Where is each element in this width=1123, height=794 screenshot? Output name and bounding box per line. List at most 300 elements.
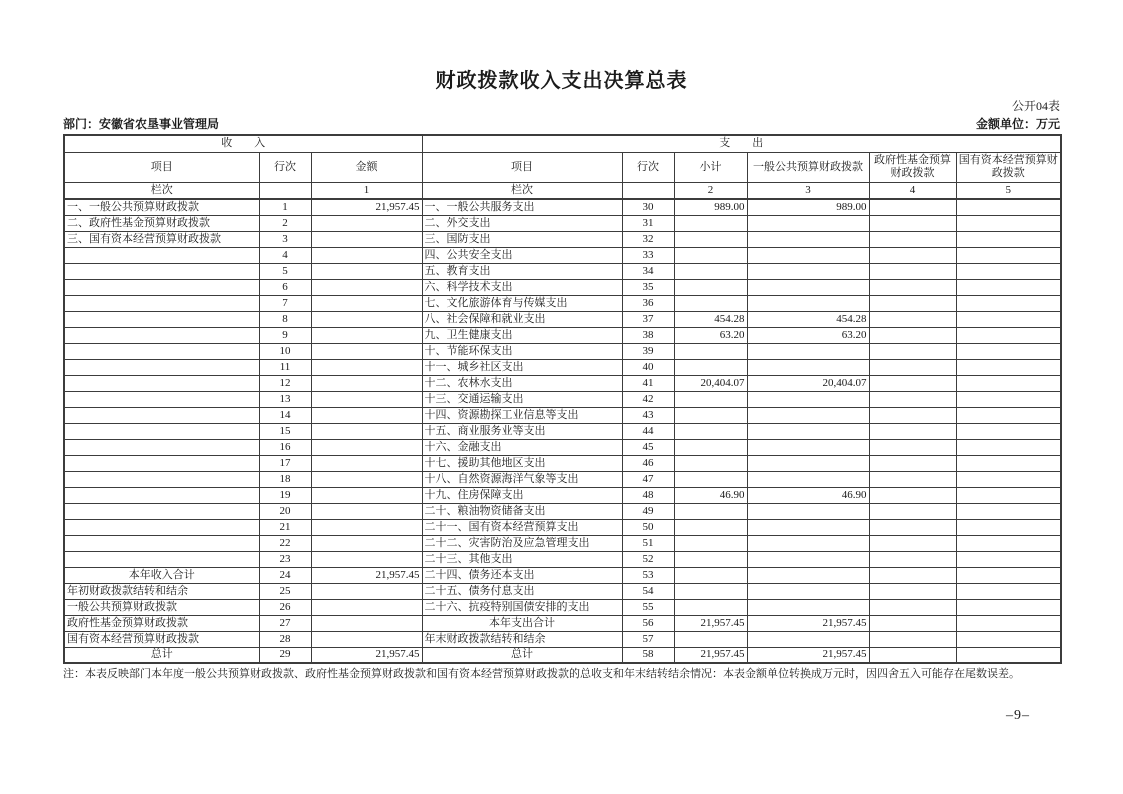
table-row (64, 391, 1061, 407)
income-line-cell: 17 (259, 455, 311, 471)
exp-subtotal-cell (674, 599, 747, 615)
exp-subtotal-cell (674, 455, 747, 471)
income-amount-index: 1 (311, 182, 422, 199)
exp-line-cell: 36 (622, 295, 674, 311)
exp-subtotal-cell (674, 535, 747, 551)
income-line-cell: 2 (259, 215, 311, 231)
exp-statecap-cell (956, 375, 1061, 391)
table-row (64, 295, 1061, 311)
exp-line-cell: 41 (622, 375, 674, 391)
exp-item-cell: 总计 (422, 647, 622, 663)
exp-govfund-cell (869, 327, 956, 343)
income-amount-cell (311, 391, 422, 407)
column-header-row (64, 152, 1061, 182)
exp-item-cell: 十三、交通运输支出 (422, 391, 622, 407)
income-line-cell: 22 (259, 535, 311, 551)
income-amount-cell (311, 247, 422, 263)
exp-govfund-cell (869, 631, 956, 647)
income-amount-cell (311, 423, 422, 439)
exp-govfund-cell (869, 583, 956, 599)
exp-govfund-cell (869, 295, 956, 311)
exp-general-cell: 21,957.45 (747, 647, 869, 663)
exp-item-cell: 二十五、债务付息支出 (422, 583, 622, 599)
table-row (64, 503, 1061, 519)
exp-govfund-cell (869, 247, 956, 263)
meta-line (63, 115, 1060, 132)
income-item-cell: 政府性基金预算财政拨款 (64, 615, 259, 631)
exp-general-cell (747, 599, 869, 615)
exp-statecap-cell (956, 231, 1061, 247)
income-line-cell: 11 (259, 359, 311, 375)
income-line-cell: 26 (259, 599, 311, 615)
table-body (64, 199, 1061, 663)
exp-statecap-cell (956, 423, 1061, 439)
income-amount-cell (311, 615, 422, 631)
exp-govfund-cell (869, 375, 956, 391)
income-item-cell: 一般公共预算财政拨款 (64, 599, 259, 615)
exp-subtotal-cell (674, 359, 747, 375)
exp-govfund-cell (869, 343, 956, 359)
exp-general-cell (747, 263, 869, 279)
exp-general-cell (747, 391, 869, 407)
exp-general-cell (747, 631, 869, 647)
exp-item-cell: 十一、城乡社区支出 (422, 359, 622, 375)
table-row (64, 647, 1061, 663)
exp-general-cell (747, 359, 869, 375)
exp-item-cell: 二十六、抗疫特别国债安排的支出 (422, 599, 622, 615)
exp-statecap-cell (956, 519, 1061, 535)
exp-item-cell: 二十四、债务还本支出 (422, 567, 622, 583)
income-amount-cell: 21,957.45 (311, 647, 422, 663)
income-line-cell: 8 (259, 311, 311, 327)
exp-general-cell (747, 247, 869, 263)
exp-general-cell (747, 295, 869, 311)
exp-govfund-cell (869, 471, 956, 487)
income-item-cell (64, 375, 259, 391)
exp-general-cell (747, 503, 869, 519)
income-item-cell: 国有资本经营预算财政拨款 (64, 631, 259, 647)
exp-item-cell: 二十二、灾害防治及应急管理支出 (422, 535, 622, 551)
exp-govfund-cell (869, 263, 956, 279)
exp-line-cell: 48 (622, 487, 674, 503)
exp-subtotal-cell: 989.00 (674, 199, 747, 215)
exp-govfund-header: 政府性基金预算财政拨款 (869, 152, 956, 182)
exp-subtotal-cell (674, 231, 747, 247)
exp-item-cell: 十六、金融支出 (422, 439, 622, 455)
exp-subtotal-cell: 21,957.45 (674, 647, 747, 663)
exp-general-cell (747, 439, 869, 455)
exp-govfund-cell (869, 615, 956, 631)
income-amount-cell (311, 311, 422, 327)
exp-item-cell: 本年支出合计 (422, 615, 622, 631)
exp-govfund-cell (869, 391, 956, 407)
income-item-cell (64, 247, 259, 263)
exp-statecap-cell (956, 247, 1061, 263)
table-row (64, 519, 1061, 535)
income-amount-cell (311, 455, 422, 471)
exp-line-cell: 43 (622, 407, 674, 423)
exp-statecap-cell (956, 567, 1061, 583)
table-row (64, 343, 1061, 359)
department-label: 部门：安徽省农垦事业管理局 (63, 117, 220, 131)
exp-subtotal-cell (674, 439, 747, 455)
income-amount-cell (311, 215, 422, 231)
exp-line-cell: 33 (622, 247, 674, 263)
income-amount-cell (311, 503, 422, 519)
exp-govfund-cell (869, 599, 956, 615)
exp-general-cell (747, 215, 869, 231)
exp-general-cell (747, 407, 869, 423)
income-line-cell: 12 (259, 375, 311, 391)
income-line-cell: 15 (259, 423, 311, 439)
exp-general-cell: 46.90 (747, 487, 869, 503)
income-amount-cell (311, 295, 422, 311)
income-amount-cell (311, 327, 422, 343)
exp-statecap-cell (956, 503, 1061, 519)
exp-general-cell (747, 519, 869, 535)
exp-general-cell (747, 231, 869, 247)
exp-general-cell: 63.20 (747, 327, 869, 343)
income-line-cell: 25 (259, 583, 311, 599)
exp-general-cell: 989.00 (747, 199, 869, 215)
income-section-header: 收 入 (64, 135, 422, 152)
exp-line-cell: 45 (622, 439, 674, 455)
income-amount-cell (311, 359, 422, 375)
income-amount-cell (311, 519, 422, 535)
exp-statecap-cell (956, 263, 1061, 279)
exp-item-cell: 一、一般公共服务支出 (422, 199, 622, 215)
exp-line-cell: 30 (622, 199, 674, 215)
income-item-cell: 总计 (64, 647, 259, 663)
exp-statecap-cell (956, 407, 1061, 423)
table-row (64, 471, 1061, 487)
income-amount-cell (311, 487, 422, 503)
exp-statecap-cell (956, 343, 1061, 359)
income-amount-cell: 21,957.45 (311, 199, 422, 215)
exp-general-cell: 454.28 (747, 311, 869, 327)
income-item-cell (64, 487, 259, 503)
exp-line-cell: 40 (622, 359, 674, 375)
income-amount-cell (311, 407, 422, 423)
exp-line-cell: 55 (622, 599, 674, 615)
exp-subtotal-cell: 454.28 (674, 311, 747, 327)
table-row (64, 487, 1061, 503)
income-line-cell: 7 (259, 295, 311, 311)
exp-index-label: 栏次 (422, 182, 622, 199)
exp-general-cell (747, 455, 869, 471)
exp-statecap-cell (956, 535, 1061, 551)
exp-line-cell: 52 (622, 551, 674, 567)
exp-subtotal-cell (674, 583, 747, 599)
exp-item-cell: 四、公共安全支出 (422, 247, 622, 263)
exp-statecap-cell (956, 647, 1061, 663)
exp-subtotal-header: 小计 (674, 152, 747, 182)
expenditure-section-header: 支 出 (422, 135, 1061, 152)
income-line-cell: 27 (259, 615, 311, 631)
exp-line-cell: 47 (622, 471, 674, 487)
income-item-cell: 三、国有资本经营预算财政拨款 (64, 231, 259, 247)
income-item-cell (64, 343, 259, 359)
exp-subtotal-cell (674, 215, 747, 231)
income-line-cell: 1 (259, 199, 311, 215)
table-header (64, 135, 1061, 199)
exp-govfund-cell (869, 215, 956, 231)
exp-subtotal-cell (674, 279, 747, 295)
exp-line-cell: 37 (622, 311, 674, 327)
income-item-cell (64, 423, 259, 439)
table-row (64, 439, 1061, 455)
exp-item-cell: 三、国防支出 (422, 231, 622, 247)
income-amount-cell (311, 343, 422, 359)
exp-item-cell: 七、文化旅游体育与传媒支出 (422, 295, 622, 311)
exp-govfund-cell (869, 311, 956, 327)
exp-subtotal-index: 2 (674, 182, 747, 199)
exp-item-cell: 二十一、国有资本经营预算支出 (422, 519, 622, 535)
exp-statecap-cell (956, 391, 1061, 407)
exp-line-cell: 46 (622, 455, 674, 471)
exp-subtotal-cell (674, 263, 747, 279)
exp-subtotal-cell: 46.90 (674, 487, 747, 503)
table-row (64, 423, 1061, 439)
exp-statecap-cell (956, 583, 1061, 599)
exp-statecap-cell (956, 599, 1061, 615)
exp-general-cell (747, 423, 869, 439)
unit-label: 金额单位：万元 (975, 117, 1060, 131)
exp-general-cell (747, 471, 869, 487)
income-item-cell: 一、一般公共预算财政拨款 (64, 199, 259, 215)
income-amount-cell (311, 439, 422, 455)
exp-subtotal-cell (674, 631, 747, 647)
income-line-cell: 4 (259, 247, 311, 263)
table-row (64, 455, 1061, 471)
exp-line-cell: 44 (622, 423, 674, 439)
exp-statecap-cell (956, 615, 1061, 631)
exp-subtotal-cell (674, 247, 747, 263)
income-line-cell: 23 (259, 551, 311, 567)
income-line-cell: 14 (259, 407, 311, 423)
exp-statecap-cell (956, 311, 1061, 327)
income-amount-cell (311, 231, 422, 247)
exp-subtotal-cell: 63.20 (674, 327, 747, 343)
exp-govfund-cell (869, 455, 956, 471)
exp-subtotal-cell (674, 567, 747, 583)
exp-subtotal-cell (674, 407, 747, 423)
table-row (64, 615, 1061, 631)
income-item-cell (64, 503, 259, 519)
exp-govfund-cell (869, 551, 956, 567)
income-item-cell (64, 471, 259, 487)
exp-line-cell: 35 (622, 279, 674, 295)
page-number: –9– (1006, 708, 1030, 723)
table-row (64, 199, 1061, 215)
income-item-cell: 年初财政拨款结转和结余 (64, 583, 259, 599)
exp-subtotal-cell (674, 423, 747, 439)
exp-line-cell: 49 (622, 503, 674, 519)
exp-statecap-cell (956, 295, 1061, 311)
income-amount-cell (311, 375, 422, 391)
table-row (64, 567, 1061, 583)
exp-line-cell: 56 (622, 615, 674, 631)
income-item-cell (64, 535, 259, 551)
income-amount-cell: 21,957.45 (311, 567, 422, 583)
income-amount-cell (311, 263, 422, 279)
table-row (64, 535, 1061, 551)
income-amount-header: 金额 (311, 152, 422, 182)
exp-item-cell: 十二、农林水支出 (422, 375, 622, 391)
exp-item-cell: 十四、资源勘探工业信息等支出 (422, 407, 622, 423)
income-item-cell (64, 519, 259, 535)
exp-statecap-cell (956, 455, 1061, 471)
income-line-cell: 24 (259, 567, 311, 583)
income-item-cell (64, 359, 259, 375)
exp-general-cell (747, 279, 869, 295)
exp-general-index: 3 (747, 182, 869, 199)
exp-subtotal-cell: 21,957.45 (674, 615, 747, 631)
exp-line-cell: 58 (622, 647, 674, 663)
table-row (64, 599, 1061, 615)
table-row (64, 311, 1061, 327)
income-line-header: 行次 (259, 152, 311, 182)
table-row (64, 327, 1061, 343)
income-line-cell: 19 (259, 487, 311, 503)
exp-item-cell: 二十、粮油物资储备支出 (422, 503, 622, 519)
income-item-cell (64, 327, 259, 343)
exp-statecap-header: 国有资本经营预算财政拨款 (956, 152, 1061, 182)
income-amount-cell (311, 551, 422, 567)
income-item-cell (64, 263, 259, 279)
exp-statecap-cell (956, 487, 1061, 503)
income-amount-cell (311, 535, 422, 551)
exp-item-cell: 十七、援助其他地区支出 (422, 455, 622, 471)
exp-subtotal-cell (674, 551, 747, 567)
exp-general-cell (747, 535, 869, 551)
exp-statecap-cell (956, 327, 1061, 343)
table-row (64, 551, 1061, 567)
income-item-header: 项目 (64, 152, 259, 182)
income-line-cell: 3 (259, 231, 311, 247)
table-row (64, 359, 1061, 375)
exp-subtotal-cell: 20,404.07 (674, 375, 747, 391)
budget-table (63, 134, 1062, 664)
exp-line-cell: 42 (622, 391, 674, 407)
exp-govfund-cell (869, 535, 956, 551)
income-line-cell: 28 (259, 631, 311, 647)
exp-govfund-cell (869, 231, 956, 247)
income-item-cell: 二、政府性基金预算财政拨款 (64, 215, 259, 231)
form-number: 公开04表 (1011, 99, 1060, 113)
table-row (64, 279, 1061, 295)
exp-subtotal-cell (674, 503, 747, 519)
exp-govfund-cell (869, 487, 956, 503)
exp-subtotal-cell (674, 295, 747, 311)
income-index-label: 栏次 (64, 182, 259, 199)
exp-item-cell: 六、科学技术支出 (422, 279, 622, 295)
income-line-cell: 6 (259, 279, 311, 295)
income-amount-cell (311, 471, 422, 487)
income-item-cell: 本年收入合计 (64, 567, 259, 583)
income-line-cell: 18 (259, 471, 311, 487)
exp-item-cell: 二、外交支出 (422, 215, 622, 231)
exp-item-cell: 二十三、其他支出 (422, 551, 622, 567)
table-row (64, 583, 1061, 599)
exp-general-cell (747, 567, 869, 583)
exp-statecap-cell (956, 631, 1061, 647)
exp-line-cell: 51 (622, 535, 674, 551)
income-item-cell (64, 311, 259, 327)
income-line-cell: 20 (259, 503, 311, 519)
table-row (64, 247, 1061, 263)
exp-item-cell: 年末财政拨款结转和结余 (422, 631, 622, 647)
exp-govfund-cell (869, 567, 956, 583)
income-item-cell (64, 279, 259, 295)
exp-item-cell: 十九、住房保障支出 (422, 487, 622, 503)
exp-line-cell: 34 (622, 263, 674, 279)
table-row (64, 407, 1061, 423)
exp-line-cell: 32 (622, 231, 674, 247)
exp-item-cell: 五、教育支出 (422, 263, 622, 279)
exp-line-index (622, 182, 674, 199)
exp-govfund-cell (869, 199, 956, 215)
table-row (64, 215, 1061, 231)
exp-item-header: 项目 (422, 152, 622, 182)
exp-statecap-cell (956, 359, 1061, 375)
income-amount-cell (311, 631, 422, 647)
exp-govfund-index: 4 (869, 182, 956, 199)
table-row (64, 231, 1061, 247)
footnote: 注：本表反映部门本年度一般公共预算财政拨款、政府性基金预算财政拨款和国有资本经营预算财政拨款的总收支和年末结转结余情况：本表金额单位转换成万元时，因四舍五入可能存在尾数误差。 (63, 668, 1020, 680)
exp-govfund-cell (869, 503, 956, 519)
exp-statecap-cell (956, 199, 1061, 215)
income-line-cell: 10 (259, 343, 311, 359)
exp-subtotal-cell (674, 343, 747, 359)
exp-subtotal-cell (674, 471, 747, 487)
exp-item-cell: 十八、自然资源海洋气象等支出 (422, 471, 622, 487)
exp-general-cell (747, 343, 869, 359)
exp-govfund-cell (869, 519, 956, 535)
exp-item-cell: 九、卫生健康支出 (422, 327, 622, 343)
exp-line-cell: 54 (622, 583, 674, 599)
income-amount-cell (311, 583, 422, 599)
exp-govfund-cell (869, 423, 956, 439)
exp-line-cell: 57 (622, 631, 674, 647)
table-row (64, 375, 1061, 391)
page-title: 财政拨款收入支出决算总表 (435, 70, 688, 92)
exp-subtotal-cell (674, 391, 747, 407)
exp-statecap-cell (956, 471, 1061, 487)
exp-general-cell (747, 551, 869, 567)
exp-item-cell: 十五、商业服务业等支出 (422, 423, 622, 439)
income-item-cell (64, 439, 259, 455)
exp-subtotal-cell (674, 519, 747, 535)
income-line-cell: 16 (259, 439, 311, 455)
income-line-cell: 5 (259, 263, 311, 279)
exp-general-cell (747, 583, 869, 599)
exp-statecap-cell (956, 215, 1061, 231)
table-row (64, 631, 1061, 647)
exp-general-header: 一般公共预算财政拨款 (747, 152, 869, 182)
exp-statecap-index: 5 (956, 182, 1061, 199)
exp-line-cell: 53 (622, 567, 674, 583)
income-line-cell: 29 (259, 647, 311, 663)
income-line-cell: 13 (259, 391, 311, 407)
income-item-cell (64, 391, 259, 407)
exp-govfund-cell (869, 279, 956, 295)
exp-line-cell: 38 (622, 327, 674, 343)
exp-general-cell: 21,957.45 (747, 615, 869, 631)
exp-item-cell: 十、节能环保支出 (422, 343, 622, 359)
exp-line-cell: 31 (622, 215, 674, 231)
exp-govfund-cell (869, 359, 956, 375)
